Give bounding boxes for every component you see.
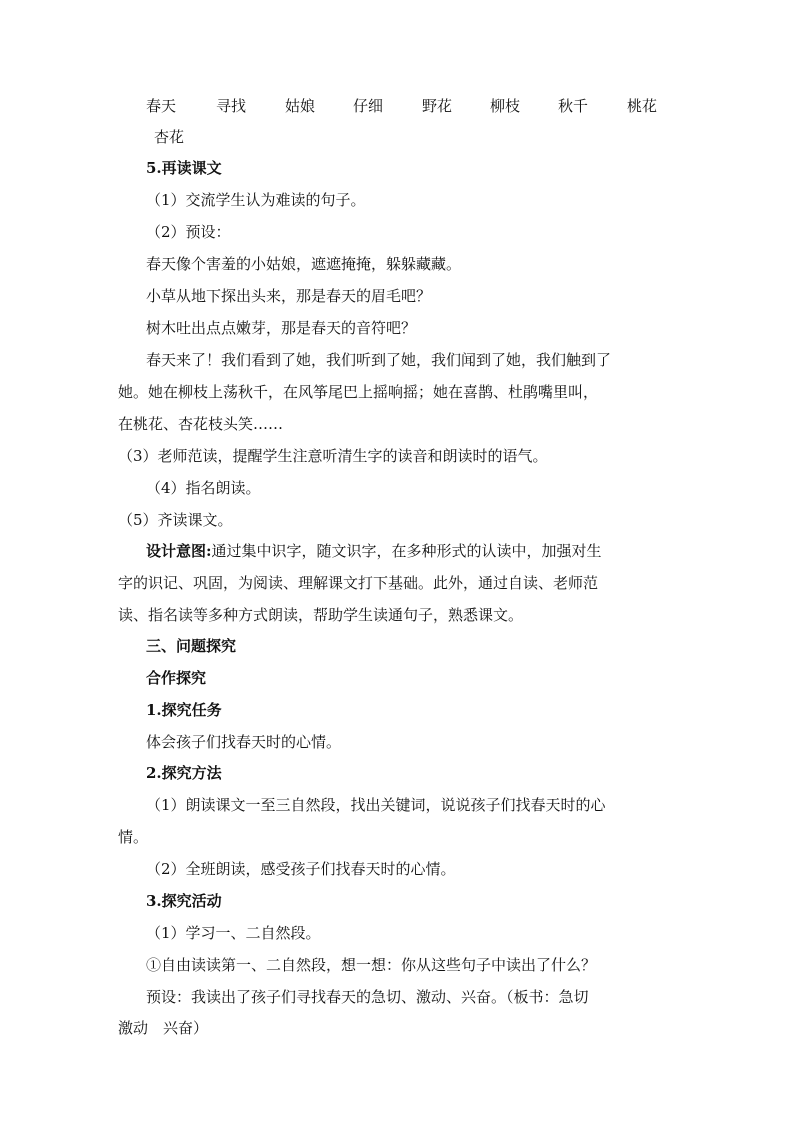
vocab-word: 柳枝 <box>490 97 521 115</box>
vocab-word: 秋千 <box>558 97 589 115</box>
question-text: ①自由读读第一、二自然段，想一想：你从这些句子中读出了什么？ <box>146 956 597 974</box>
list-item: （1）学习一、二自然段。 <box>146 924 321 942</box>
quoted-paragraph-line: 她。她在柳枝上荡秋千，在风筝尾巴上摇响摇；她在喜鹊、杜鹃嘴里叫， <box>118 383 599 401</box>
vocab-word: 姑娘 <box>285 97 316 115</box>
vocab-word: 春天 <box>146 97 177 115</box>
design-intent-label: 设计意图: <box>146 542 212 560</box>
design-intent-line: 字的识记、巩固，为阅读、理解课文打下基础。此外，通过自读、老师范 <box>118 574 599 592</box>
subsection-heading: 1.探究任务 <box>146 701 222 719</box>
subsection-heading: 合作探究 <box>146 669 207 687</box>
quoted-sentence: 春天像个害羞的小姑娘，遮遮掩掩，躲躲藏藏。 <box>146 255 462 273</box>
list-item: （2）全班朗读，感受孩子们找春天时的心情。 <box>146 860 456 878</box>
list-item: 情。 <box>118 828 149 846</box>
vocab-word: 桃花 <box>627 97 658 115</box>
list-item: （4）指名朗读。 <box>146 479 261 497</box>
quoted-paragraph-line: 春天来了！我们看到了她，我们听到了她，我们闻到了她，我们触到了 <box>146 351 612 369</box>
section-heading: 5.再读课文 <box>146 159 222 177</box>
quoted-sentence: 树木吐出点点嫩芽，那是春天的音符吧？ <box>146 319 417 337</box>
vocab-word: 野花 <box>422 97 453 115</box>
quoted-sentence: 小草从地下探出头来，那是春天的眉毛吧？ <box>146 287 432 305</box>
section-heading: 三、问题探究 <box>146 637 237 655</box>
body-text: 体会孩子们找春天时的心情。 <box>146 733 342 751</box>
vocab-word: 仔细 <box>353 97 384 115</box>
list-item: （1）交流学生认为难读的句子。 <box>146 191 366 209</box>
preset-answer: 预设：我读出了孩子们寻找春天的急切、激动、兴奋。（板书：急切 <box>146 988 589 1006</box>
list-item: （5）齐读课文。 <box>118 511 233 529</box>
vocab-word: 杏花 <box>154 128 185 146</box>
quoted-paragraph-line: 在桃花、杏花枝头笑…… <box>118 415 284 433</box>
subsection-heading: 2.探究方法 <box>146 764 222 782</box>
preset-answer: 激动 兴奋） <box>118 1019 209 1037</box>
design-intent-line: 读、指名读等多种方式朗读，帮助学生读通句子，熟悉课文。 <box>118 606 524 624</box>
vocab-word: 寻找 <box>216 97 247 115</box>
list-item: （2）预设： <box>146 223 231 241</box>
design-intent-line <box>146 541 602 561</box>
subsection-heading: 3.探究活动 <box>146 892 222 910</box>
list-item: （1）朗读课文一至三自然段，找出关键词，说说孩子们找春天时的心 <box>146 796 606 814</box>
design-intent-text: 通过集中识字，随文识字，在多种形式的认读中，加强对生 <box>211 542 602 560</box>
list-item: （3）老师范读，提醒学生注意听清生字的读音和朗读时的语气。 <box>118 447 548 465</box>
